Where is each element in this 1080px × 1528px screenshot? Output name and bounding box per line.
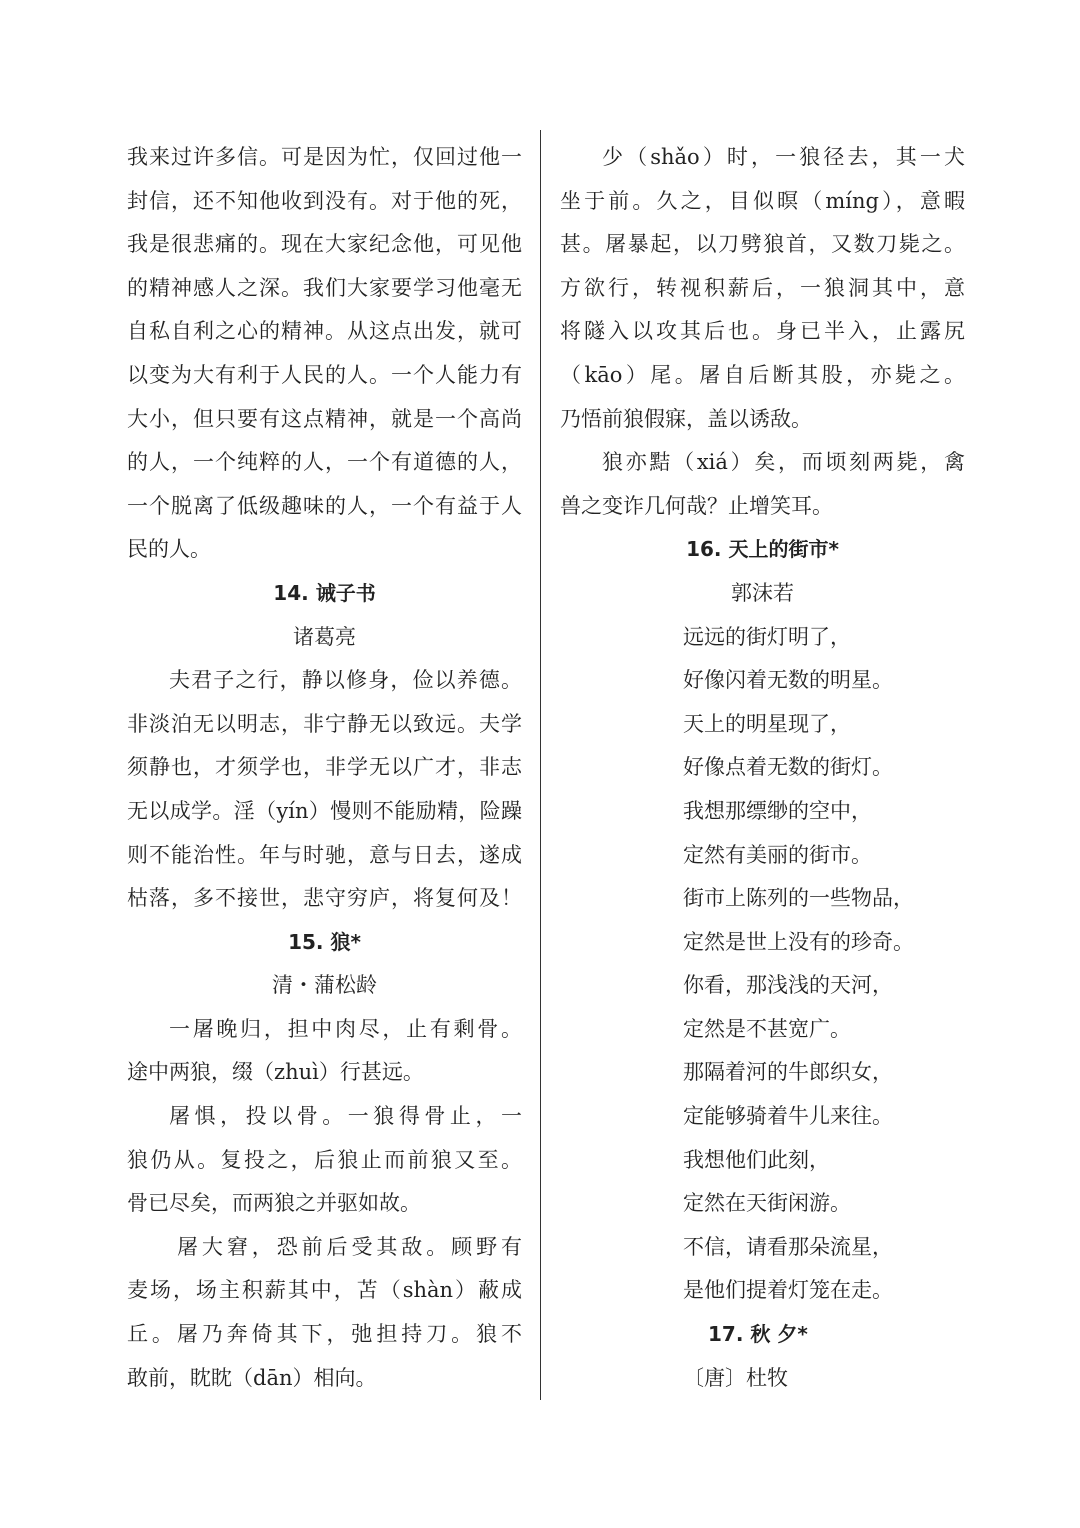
text-line: 麦场，场主积薪其中，苫（shàn）蔽成 bbox=[127, 1278, 522, 1303]
column-divider bbox=[540, 130, 541, 1400]
text-line: 大小，但只要有这点精神，就是一个高尚 bbox=[127, 406, 522, 431]
text-line: 途中两狼，缀（zhuì）行甚远。 bbox=[127, 1060, 424, 1085]
text-line: （kāo）尾。屠自后断其股，亦毙之。 bbox=[560, 362, 965, 387]
paragraph-first-line: 屠惧，投以骨。一狼得骨止，一 bbox=[169, 1104, 522, 1129]
poem-line: 你看，那浅浅的天河， bbox=[683, 973, 893, 998]
text-line: 的人，一个纯粹的人，一个有道德的人， bbox=[127, 450, 522, 475]
poem-line: 那隔着河的牛郎织女， bbox=[683, 1060, 893, 1085]
poem-line: 好像闪着无数的明星。 bbox=[683, 668, 893, 693]
poem-line: 定能够骑着牛儿来往。 bbox=[683, 1104, 893, 1129]
poem-line: 是他们提着灯笼在走。 bbox=[683, 1278, 893, 1303]
text-line: 以变为大有利于人民的人。一个人能力有 bbox=[127, 362, 522, 387]
poem-line: 我想他们此刻， bbox=[683, 1147, 830, 1172]
text-line: 狼仍从。复投之，后狼止而前狼又至。 bbox=[127, 1147, 522, 1172]
section-heading: 14. 诫子书 bbox=[273, 580, 376, 605]
poem-line: 定然是不甚宽广。 bbox=[683, 1016, 851, 1041]
poem-line: 〔唐〕杜牧 bbox=[683, 1365, 788, 1390]
text-line: 须静也，才须学也，非学无以广才，非志 bbox=[127, 755, 522, 780]
poem-line: 好像点着无数的街灯。 bbox=[683, 755, 893, 780]
poem-line: 不信，请看那朵流星， bbox=[683, 1234, 893, 1259]
text-line: 我来过许多信。可是因为忙，仅回过他一 bbox=[127, 145, 522, 169]
right-column bbox=[560, 136, 965, 1400]
text-line: 民的人。 bbox=[127, 537, 211, 562]
paragraph-first-line: 少（shǎo）时，一狼径去，其一犬 bbox=[602, 145, 965, 169]
text-line: 封信，还不知他收到没有。对于他的死， bbox=[127, 188, 522, 213]
poem-line: 我想那缥缈的空中， bbox=[683, 798, 872, 823]
text-line: 自私自利之心的精神。从这点出发，就可 bbox=[127, 319, 522, 344]
text-line: 枯落，多不接世，悲守穷庐，将复何及！ bbox=[127, 886, 522, 911]
poem-line: 定然有美丽的街市。 bbox=[683, 842, 872, 867]
paragraph-first-line: 夫君子之行，静以修身，俭以养德。 bbox=[169, 668, 522, 693]
paragraph-first-line: 一屠晚归，担中肉尽，止有剩骨。 bbox=[169, 1016, 522, 1041]
text-line: 无以成学。淫（yín）慢则不能励精，险躁 bbox=[127, 798, 522, 823]
text-line: 敢前，眈眈（dān）相向。 bbox=[127, 1365, 377, 1390]
text-line: 则不能治性。年与时驰，意与日去，遂成 bbox=[127, 842, 522, 867]
text-line: 一个脱离了低级趣味的人，一个有益于人 bbox=[127, 493, 522, 518]
author-line: 清・蒲松龄 bbox=[272, 973, 377, 998]
text-line: 我是很悲痛的。现在大家纪念他，可见他 bbox=[127, 232, 522, 257]
text-line: 的精神感人之深。我们大家要学习他毫无 bbox=[127, 275, 522, 300]
section-heading: 15. 狼* bbox=[288, 929, 361, 954]
text-line: 甚。屠暴起，以刀劈狼首，又数刀毙之。 bbox=[560, 232, 965, 257]
text-line: 将隧入以攻其后也。身已半入，止露尻 bbox=[560, 319, 965, 344]
paragraph-first-line: 屠大窘，恐前后受其敌。顾野有 bbox=[177, 1234, 522, 1259]
paragraph-first-line: 狼亦黠（xiá）矣，而顷刻两毙，禽 bbox=[602, 450, 965, 475]
section-heading: 16. 天上的街市* bbox=[686, 537, 839, 562]
text-line: 方欲行，转视积薪后，一狼洞其中，意 bbox=[560, 275, 965, 300]
text-line: 兽之变诈几何哉？止增笑耳。 bbox=[560, 493, 833, 518]
poem-line: 定然在天街闲游。 bbox=[683, 1191, 851, 1216]
poem-line: 远远的街灯明了， bbox=[683, 624, 851, 649]
text-line: 骨已尽矣，而两狼之并驱如故。 bbox=[127, 1191, 421, 1216]
poem-line: 天上的明星现了， bbox=[683, 711, 851, 736]
poem-line: 街市上陈列的一些物品， bbox=[683, 886, 914, 911]
author-line: 郭沫若 bbox=[731, 580, 794, 605]
left-column bbox=[127, 136, 522, 1400]
section-heading: 17. 秋 夕* bbox=[708, 1322, 808, 1347]
text-line: 丘。屠乃奔倚其下，弛担持刀。狼不 bbox=[127, 1322, 522, 1347]
text-line: 非淡泊无以明志，非宁静无以致远。夫学 bbox=[127, 711, 522, 736]
text-line: 乃悟前狼假寐，盖以诱敌。 bbox=[560, 406, 812, 431]
poem-line: 定然是世上没有的珍奇。 bbox=[683, 929, 914, 954]
text-line: 坐于前。久之，目似暝（míng），意暇 bbox=[560, 188, 965, 213]
author-line: 诸葛亮 bbox=[293, 624, 356, 649]
